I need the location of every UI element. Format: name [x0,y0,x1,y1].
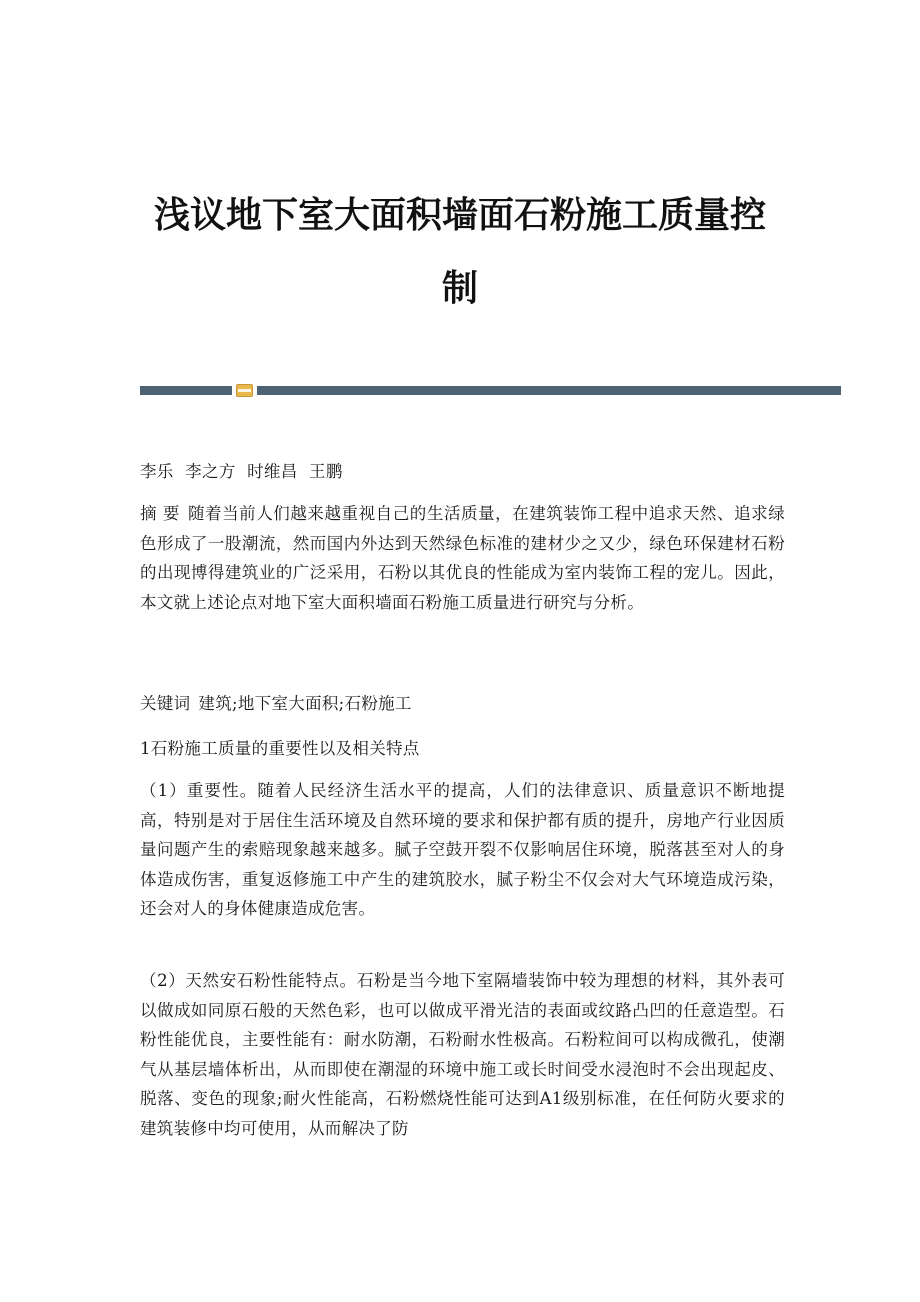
paper-title-line-1: 浅议地下室大面积墙面石粉施工质量控 [153,195,766,236]
title-divider-right [257,386,841,395]
author-list: 李乐 李之方 时维昌 王鹏 [140,462,343,481]
body-paragraph-importance: （1）重要性。随着人民经济生活水平的提高，人们的法律意识、质量意识不断地提高，特别是对于居住生活环境及自然环境的要求和保护都有质的提升，房地产行业因质量问题产生的索赔现象越来越多。腻子空鼓开裂不仅影响居住环境，脱落甚至对人的身体造成伤害，重复返修施工中产生的建筑胶水，腻子粉尘不仅会对大气环境造成污染，还会对人的身体健康造成危害。 [140,781,785,918]
divider-ornament-icon [236,384,253,397]
keywords [140,689,785,719]
abstract [140,499,785,617]
abstract-label: 摘 要 [140,504,180,523]
abstract-text: 随着当前人们越来越重视自己的生活质量，在建筑装饰工程中追求天然、追求绿色形成了一股潮流，然而国内外达到天然绿色标准的建材少之又少，绿色环保建材石粉的出现博得建筑业的广泛采用，石粉以其优良的性能成为室内装饰工程的宠儿。因此，本文就上述论点对地下室大面积墙面石粉施工质量进行研究与分析。 [140,504,785,612]
keywords-label: 关键词 [140,694,191,713]
section-heading: 1石粉施工质量的重要性以及相关特点 [140,739,420,758]
keywords-text: 建筑;地下室大面积;石粉施工 [198,694,412,713]
paper-title-line-2: 制 [441,268,478,309]
title-divider-left [140,386,232,395]
body-paragraph-properties: （2）天然安石粉性能特点。石粉是当今地下室隔墙装饰中较为理想的材料，其外表可以做成如同原石般的天然色彩，也可以做成平滑光洁的表面或纹路凸凹的任意造型。石粉性能优良，主要性能有：耐水防潮，石粉耐水性极高。石粉粒间可以构成微孔，使潮气从基层墙体析出，从而即使在潮湿的环境中施工或长时间受水浸泡时不会出现起皮、脱落、变色的现象;耐火性能高，石粉燃烧性能可达到A1级别标准，在任何防火要求的建筑装修中均可使用，从而解决了防 [140,971,785,1138]
